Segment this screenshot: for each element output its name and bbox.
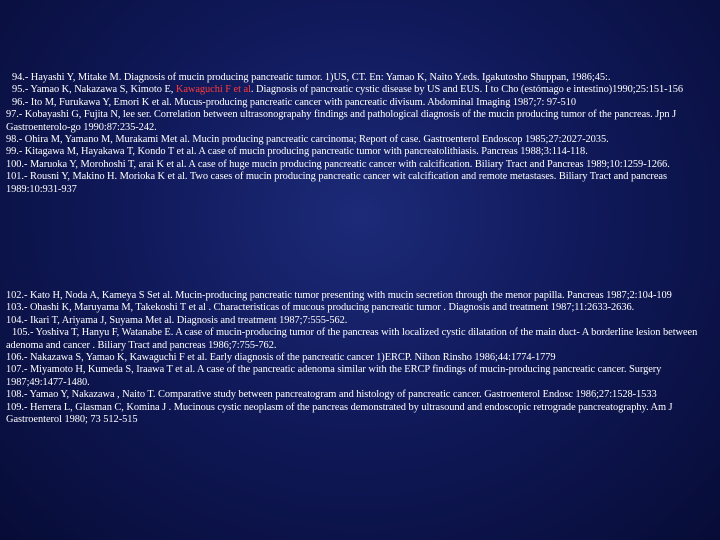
reference-97: 97.- Kobayashi G, Fujita N, lee ser. Correlation between ultrasonograpahy findings and pathological diagnosis of the mucin producing tumor of the pancreas. Jpn J Gastroenterolo-go 1990:87:235-242. — [6, 109, 677, 133]
reference-107: 107.- Miyamoto H, Kumeda S, Iraawa T et al. A case of the pancreatic adenoma similar with the ERCP findings of mucin-producing pancreatic cancer. Surgery 1987;49:1477-1480. — [6, 364, 662, 388]
reference-list-lower — [6, 290, 714, 426]
reference-94: 94.- Hayashi Y, Mitake M. Diagnosis of mucin producing pancreatic tumor. 1)US, CT. En: Yamao K, Naito Y.eds. Igakutosho Shuppan, 1986;45:. — [12, 72, 611, 83]
reference-100: 100.- Maruoka Y, Morohoshi T, arai K et al. A case of huge mucin producing pancreatic cancer with calcification. Biliary Tract and Pancreas 1989;10:1259-1266. — [6, 158, 670, 170]
reference-102: 102.- Kato H, Noda A, Kameya S Set al. Mucin-producing pancreatic tumor presenting with mucin secretion through the menor papilla. Pancreas 1987;2:104-109 — [6, 290, 672, 301]
reference-95-rest: . Diagnosis of pancreatic cystic disease by US and EUS. I to Cho (estómago e intestino)1990;25:151-156 — [250, 84, 684, 96]
reference-106: 106.- Nakazawa S, Yamao K, Kawaguchi F et al. Early diagnosis of the pancreatic cancer 1)ERCP. Nihon Rinsho 1986;44:1774-1779 — [6, 352, 556, 364]
reference-98: 98.- Ohira M, Yamano M, Murakami Met al. Mucin producing pancreatic carcinoma; Report of case. Gastroenterol Endoscop 1985;27:2027-2035. — [6, 134, 609, 146]
reference-99: 99.- Kitagawa M, Hayakawa T, Kondo T et al. A case of mucin producing pancreatic tumor with pancreatolithiasis. Pancreas 1988;3:114-118. — [6, 146, 588, 158]
reference-95-highlighted-author: Kawaguchi F et al — [175, 84, 251, 96]
reference-101: 101.- Rousni Y, Makino H. Morioka K et al. Two cases of mucin producing pancreatic cancer wit calcification and remote metastases. Biliary Tract and pancreas 1989:10:931-937 — [6, 171, 667, 195]
reference-109: 109.- Herrera L, Glasman C, Komina J . Mucinous cystic neoplasm of the pancreas demonstrated by ultrasound and endoscopic retrograde pancreatography. Am J Gastroenterol 1980; 73 512-515 — [6, 401, 673, 426]
reference-104: 104.- Ikari T, Ariyama J, Suyama Met al. Diagnosis and treatment 1987;7:555-562. — [6, 314, 348, 326]
reference-108: 108.- Yamao Y, Nakazawa , Naito T. Comparative study between pancreatogram and histology of pancreatic cancer. Gastroenterol Endosc 1986;27:1528-1533 — [6, 389, 657, 401]
reference-95 — [6, 84, 714, 96]
reference-95-authors: 95.- Yamao K, Nakazawa S, Kimoto E, — [12, 84, 176, 96]
reference-103: 103.- Ohashi K, Maruyama M, Takekoshi T et al . Characteristicas of mucous producing pancreatic tumor . Diagnosis and treatment 1987;11:2633-2636. — [6, 302, 635, 314]
reference-list-upper — [6, 72, 714, 196]
reference-105: 105.- Yoshiva T, Hanyu F, Watanabe E. A case of mucin-producing tumor of the pancreas with localized cystic dilatation of the main duct- A borderline lesion between adenoma and cancer . Biliary Tract and pancreas 1986;7:755-762. — [6, 327, 698, 351]
reference-96: 96.- Ito M, Furukawa Y, Emori K et al. Mucus-producing pancreatic cancer with pancreatic divisum. Abdominal Imaging 1987;7: 97-510 — [12, 96, 576, 108]
